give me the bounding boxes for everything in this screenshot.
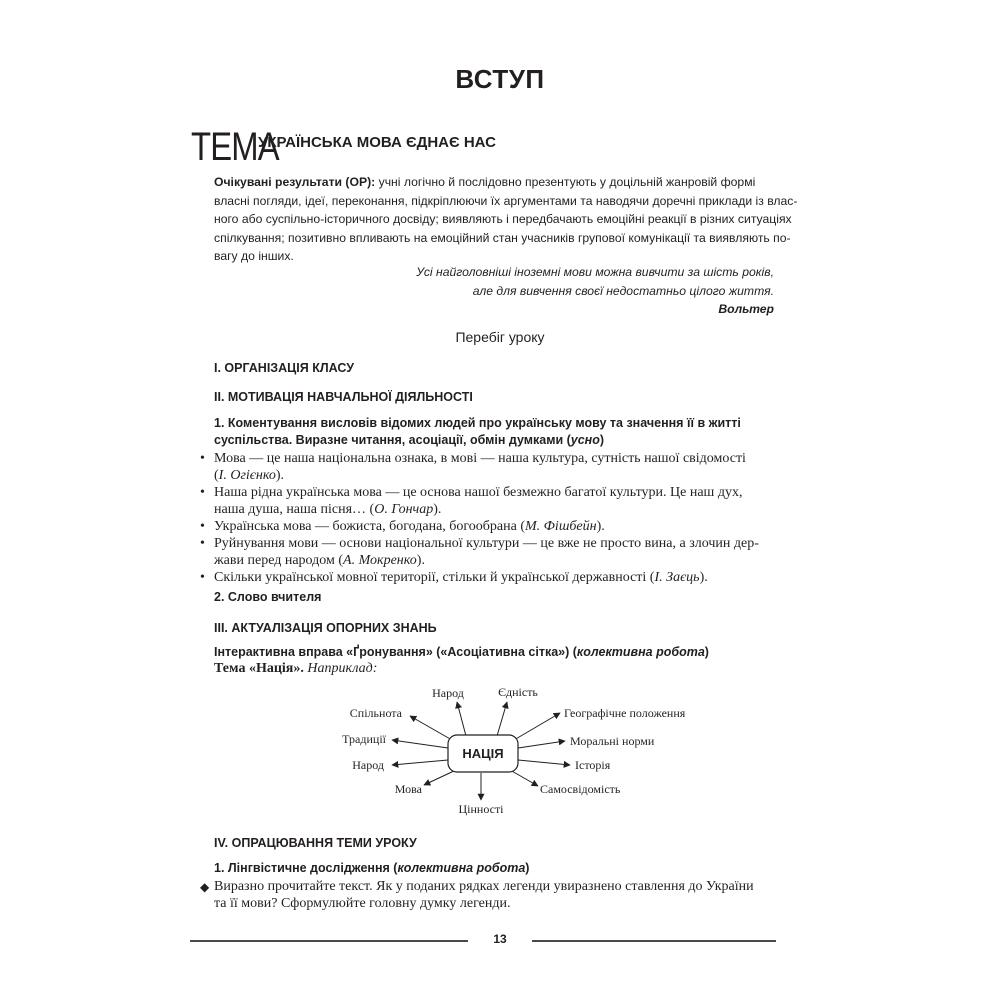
diagram-node: Географічне положення [564, 706, 686, 720]
center-node: НАЦІЯ [462, 746, 504, 761]
quote-author: І. Огієнко [218, 468, 276, 483]
section-heading: ІІ. МОТИВАЦІЯ НАВЧАЛЬНОЇ ДІЯЛЬНОСТІ [214, 390, 473, 404]
list-item: • Руйнування мови — основи національної культури — це вже не просто вина, а злочин дер- жави перед народом (А. Мокренко). [200, 535, 780, 569]
diamond-bullet-icon: ◆ [200, 880, 210, 894]
page-number: 13 [493, 932, 507, 946]
diagram-node: Традиції [342, 732, 386, 746]
diagram-node: Самосвідомість [540, 782, 621, 796]
subsection-text: ) [599, 433, 605, 447]
tema-word: ТЕМА [191, 125, 279, 169]
quote-author: І. Заєць [654, 570, 700, 585]
diagram-arrow [497, 702, 507, 736]
diagram-node: Історія [575, 758, 611, 772]
outcomes-line: власні погляди, ідеї, переконання, підкріплюючи їх аргументами та наводячи доречні приклади із влас- [214, 193, 798, 208]
diagram-node: Мова [394, 782, 422, 796]
list-item-text: Мова — це наша національна ознака, в мові — наша культура, сутність нашої свідомості [214, 451, 746, 466]
diagram-arrow [510, 770, 538, 786]
list-item-text: ( [214, 468, 219, 483]
list-item-text: Наша рідна українська мова — це основа нашої безмежно багатої культури. Це наш дух, [214, 485, 743, 500]
list-item-text: Українська мова — божиста, богодана, богообрана ( [214, 519, 526, 534]
exercise-text: ) [704, 645, 709, 659]
diagram-arrow [514, 713, 560, 740]
diagram-arrow [392, 740, 448, 748]
list-item: • Мова — це наша національна ознака, в мові — наша культура, сутність нашої свідомості (І. Огієнко). [200, 450, 780, 484]
list-item: • Наша рідна українська мова — це основа нашої безмежно багатої культури. Це наш дух, наша душа, наша пісня… (О. Гончар). [200, 484, 780, 518]
footer-rule-left [190, 940, 468, 942]
subsection-italic: колективна робота [397, 861, 526, 875]
quote-author: Вольтер [718, 302, 774, 316]
exercise-italic: колективна робота [576, 645, 705, 659]
diagram-node: Єдність [498, 685, 538, 699]
footer-rule-right [532, 940, 776, 942]
lesson-flow-heading: Перебіг уроку [455, 329, 545, 345]
diagram-arrow [392, 760, 448, 765]
outcomes-line: учні логічно й послідовно презентують у доцільній жанровій формі [378, 175, 756, 189]
list-item-text: наша душа, наша пісня… ( [214, 502, 375, 517]
list-item-text: жави перед народом ( [214, 553, 344, 568]
task-text: та її мови? Сформулюйте головну думку легенди. [214, 896, 511, 911]
list-item: • Українська мова — божиста, богодана, богообрана (М. Фішбейн). [200, 519, 605, 534]
topic-text: Тема «Нація». [214, 661, 308, 676]
diagram-arrow [518, 760, 570, 765]
list-item-text: ). [699, 570, 708, 585]
section-heading: ІІІ. АКТУАЛІЗАЦІЯ ОПОРНИХ ЗНАНЬ [214, 621, 437, 635]
quote-line: але для вивчення своєї недостатньо цілого життя. [472, 283, 774, 298]
topic-italic: Наприклад: [307, 661, 378, 676]
outcomes-line: ного або суспільно-історичного досвіду; виявляють і передбачають емоційні реакції в різних ситуаціях [214, 212, 792, 226]
quote-author: О. Гончар [374, 502, 434, 517]
task-list [200, 878, 780, 912]
subsection-text: 1. Лінгвістичне дослідження ( [214, 861, 398, 875]
diagram-node: Народ [352, 758, 384, 772]
exercise-text: Інтерактивна вправа «Ґронування» («Асоціативна сітка») ( [214, 645, 577, 659]
outcomes-line: вагу до інших. [214, 249, 294, 263]
section-heading: І. ОРГАНІЗАЦІЯ КЛАСУ [214, 361, 354, 375]
diagram-node: Спільнота [349, 706, 402, 720]
subsection-italic: усно [570, 433, 600, 447]
list-item-text: ). [596, 519, 605, 534]
subsection-heading [214, 861, 529, 875]
diagram-arrow [424, 770, 456, 785]
subsection-text: суспільства. Виразне читання, асоціації, обмін думками ( [214, 433, 571, 447]
section-heading: IV. ОПРАЦЮВАННЯ ТЕМИ УРОКУ [214, 836, 417, 850]
diagram-arrow [457, 702, 466, 736]
list-item: • Скільки української мовної території, стільки й української державності (І. Заєць). [200, 570, 708, 585]
task-text: Виразно прочитайте текст. Як у поданих рядках легенди увиразнено ставлення до України [214, 879, 754, 894]
diagram-arrow [518, 741, 565, 748]
diagram-arrow [410, 716, 452, 740]
list-item-text: Скільки української мовної території, стільки й української державності ( [214, 570, 655, 585]
list-item-text: ). [416, 553, 425, 568]
list-item-text: Руйнування мови — основи національної культури — це вже не просто вина, а злочин дер- [214, 536, 759, 551]
quote-author: М. Фішбейн [525, 519, 597, 534]
outcomes-line: спілкування; позитивно впливають на емоційний стан учасників групової комунікації та виявляють по- [214, 230, 791, 245]
page-title: ВСТУП [455, 64, 545, 94]
subsection-heading: 2. Слово вчителя [214, 590, 322, 604]
quote-author: А. Мокренко [343, 553, 417, 568]
list-item-text: ). [433, 502, 442, 517]
diagram-node: Цінності [458, 802, 504, 816]
tema-title: УКРАЇНСЬКА МОВА ЄДНАЄ НАС [258, 134, 496, 151]
quote-line: Усі найголовніші іноземні мови можна вивчити за шість років, [416, 265, 774, 279]
diagram-node: Моральні норми [570, 734, 655, 748]
diagram-node: Народ [432, 686, 464, 700]
list-item [200, 878, 780, 912]
subsection-text: ) [525, 861, 530, 875]
subsection-line: 1. Коментування висловів відомих людей про українську мову та значення її в житті [214, 416, 741, 430]
list-item-text: ). [275, 468, 285, 483]
outcomes-label: Очікувані результати (ОР): [214, 175, 376, 189]
